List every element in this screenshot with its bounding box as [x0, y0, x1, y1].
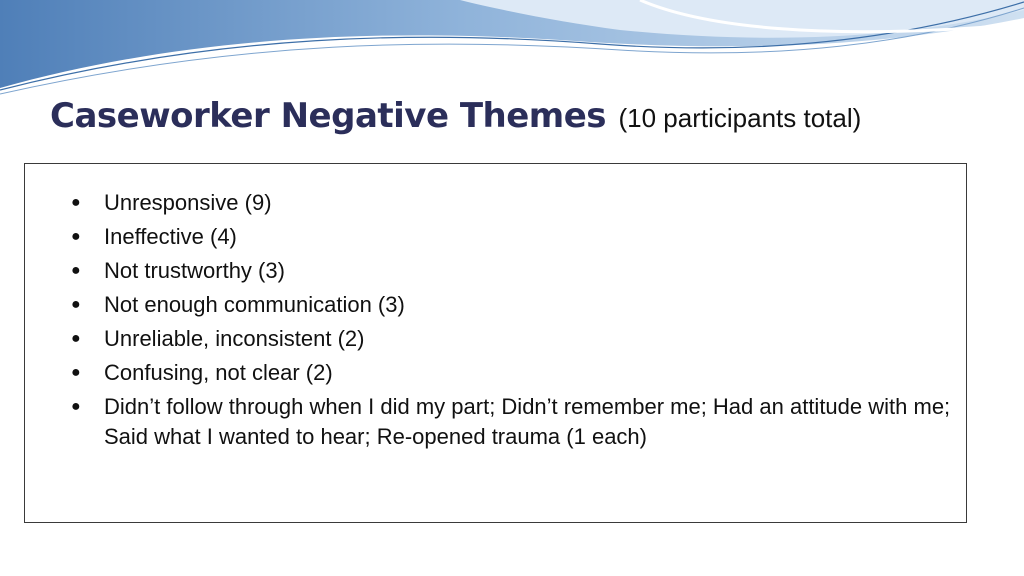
list-item: [71, 188, 951, 218]
theme-text: Not trustworthy (3): [104, 258, 285, 283]
bullet-icon: ●: [71, 194, 81, 211]
theme-text: Unreliable, inconsistent (2): [104, 326, 365, 351]
bullet-icon: ●: [71, 228, 81, 245]
list-item: [71, 290, 951, 320]
bullet-icon: ●: [71, 398, 81, 415]
bullet-icon: ●: [71, 262, 81, 279]
theme-text: Confusing, not clear (2): [104, 360, 333, 385]
slide-title: Caseworker Negative Themes: [50, 96, 607, 136]
header-wave-decoration: [0, 0, 1024, 100]
themes-box: [24, 163, 967, 523]
list-item: [71, 222, 951, 252]
list-item: [71, 324, 951, 354]
slide-title-row: [50, 96, 861, 136]
list-item: [71, 256, 951, 286]
list-item: [71, 392, 951, 452]
theme-list: [71, 188, 951, 456]
list-item: [71, 358, 951, 388]
theme-text: Unresponsive (9): [104, 190, 272, 215]
slide-subtitle: (10 participants total): [618, 103, 862, 133]
theme-text: Ineffective (4): [104, 224, 237, 249]
theme-text: Not enough communication (3): [104, 292, 405, 317]
theme-text: Didn’t follow through when I did my part; Didn’t remember me; Had an attitude with me; Said what I wanted to hear; Re-opened trauma (1 each): [104, 394, 951, 449]
bullet-icon: ●: [71, 296, 81, 313]
bullet-icon: ●: [71, 330, 81, 347]
bullet-icon: ●: [71, 364, 81, 381]
